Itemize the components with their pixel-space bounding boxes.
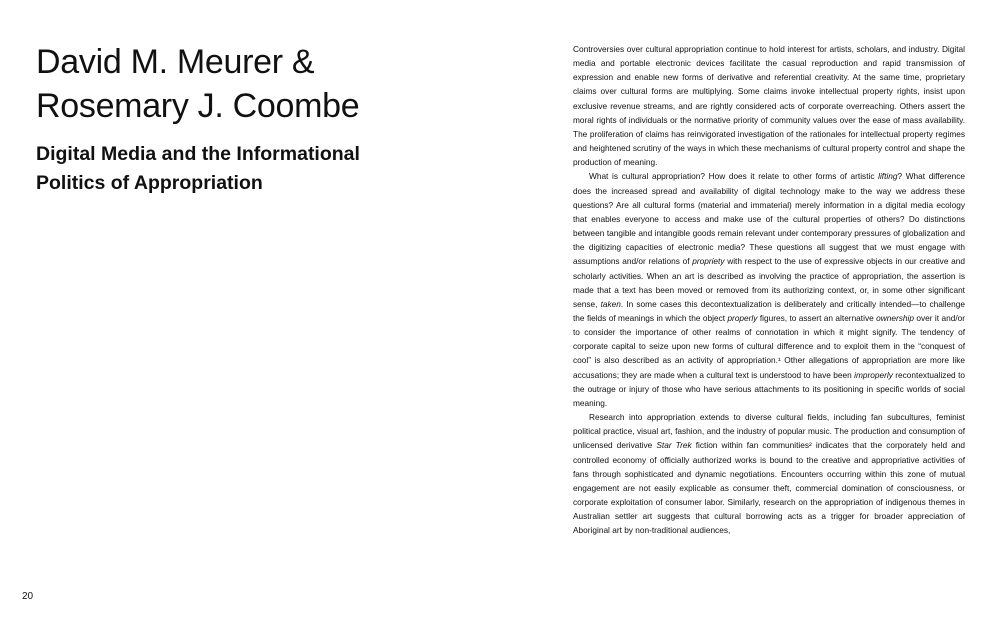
body-paragraph: Research into appropriation extends to diverse cultural fields, including fan subcultures, feminist political practice, visual art, fashion, and the industry of popular music. The production and consumption of unlicensed derivative Star Trek fiction within fan communities² indicates that the corporately held and controlled economy of officially authorized works is bound to the creative and appropriative activities of fans through sophisticated and dynamic negotiations. Encounters occurring within this zone of mutual engagement are not easily explicable as consumer theft, commercial domination of consciousness, or corporate exploitation of consumer labor. Similarly, research on the appropriation of indigenous themes in Australian settler art suggests that cultural borrowing acts as a trigger for broader appreciation of Aboriginal art by non-traditional audiences, [573, 412, 965, 536]
body-paragraph: Controversies over cultural appropriation continue to hold interest for artists, scholars, and industry. Digital media and portable electronic devices facilitate the casual reproduction and rapid transmission of expression and enable new forms of derivative and referential creativity. At the same time, proprietary claims over cultural forms are multiplying. Some claims invoke intellectual property rights, insist upon exclusive revenue streams, and are rightly considered acts of corporate overreaching. Others assert the moral rights of individuals or the normative priority of community values over the ease of mass availability. The proliferation of claims has reinvigorated investigation of the rationales for intellectual property regimes and heightened scrutiny of the ways in which these mechanisms of cultural property control and shape the production of meaning. [573, 44, 965, 168]
chapter-title [36, 140, 456, 198]
title-line: Politics of Appropriation [36, 172, 263, 194]
author-line: David M. Meurer & [36, 43, 315, 81]
title-line: Digital Media and the Informational [36, 143, 360, 165]
author-line: Rosemary J. Coombe [36, 87, 360, 125]
body-paragraph: What is cultural appropriation? How does it relate to other forms of artistic lifting? What difference does the increased spread and availability of digital technology make to the way we address these questions? Are all cultural forms (material and immaterial) merely information in a digital media ecology that enables everyone to access and make use of the cultural properties of others? Do distinctions between tangible and intangible goods remain relevant under contemporary pressures of globalization and the digitizing capacities of electronic media? These questions all suggest that we must engage with assumptions and/or relations of propriety with respect to the use of expressive objects in our creative and scholarly activities. When an art is described as involving the practice of appropriation, the assertion is made that a text has been moved or removed from its authorizing context, or, in some other significant sense, taken. In some cases this decontextualization is deliberately and critically intended—to challenge the fields of meanings in which the object properly figures, to assert an alternative ownership over it and/or to consider the importance of other realms of connotation in which it might signify. The tendency of corporate capital to seize upon new forms of cultural difference and to exploit them in the “conquest of cool” is also described as an activity of appropriation.¹ Other allegations of appropriation are more like accusations; they are made when a cultural text is understood to have been improperly recontextualized to the outrage or injury of those who have serious attachments to its positioning in specific worlds of social meaning. [573, 171, 965, 408]
body-text-column [573, 42, 965, 537]
page-number: 20 [22, 591, 34, 602]
authors-heading [36, 40, 456, 128]
